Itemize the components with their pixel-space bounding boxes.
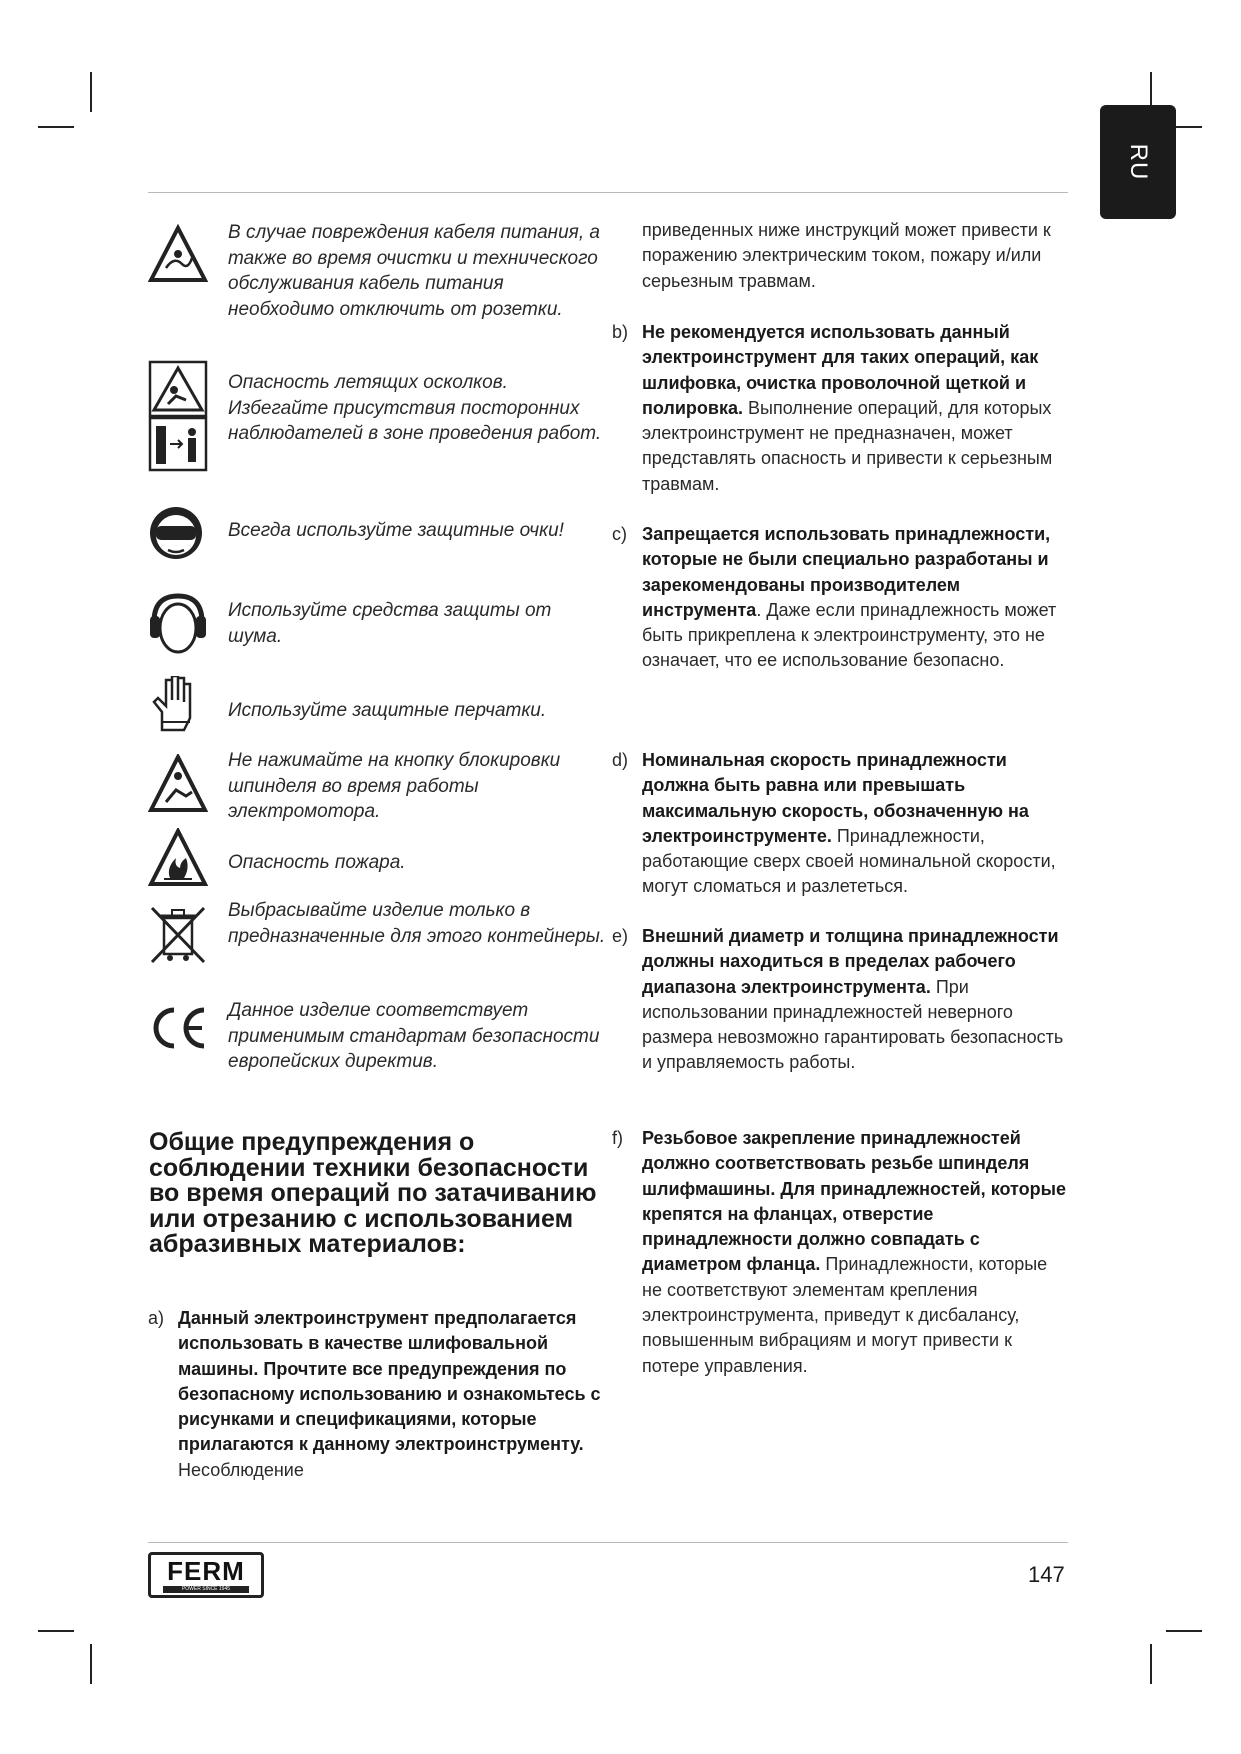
icon-description: Не нажимайте на кнопку блокировки шпинделя во время работы электромотора.	[228, 750, 561, 822]
logo-wordmark: FERM	[167, 1556, 245, 1586]
item-normal-text: Принадлежности, которые не соответствуют элементам крепления электроинструмента, приведут к дисбалансу, повышенным вибрациям и могут привести к потере управления.	[642, 1254, 1048, 1376]
item-bold-text: Данный электроинструмент предполагается использовать в качестве шлифовальной машины. Прочтите все предупреждения по безопасному использованию и ознакомьтесь с рисунками и спецификациями, которые прилагаются к данному электроинструменту.	[178, 1308, 601, 1455]
item-body	[642, 1126, 1072, 1379]
language-tab	[1100, 105, 1176, 219]
language-label: RU	[1125, 143, 1152, 181]
icon-row	[148, 998, 608, 1078]
item-normal-text: При использовании принадлежностей неверного размера невозможно гарантировать безопасность и управляемость работы.	[642, 976, 1064, 1073]
icon-row	[148, 828, 608, 890]
flying-debris-icon	[148, 360, 208, 472]
crop-mark	[1150, 1644, 1152, 1684]
safety-glasses-icon	[148, 504, 208, 562]
item-body	[642, 748, 1072, 900]
crop-mark	[90, 72, 92, 112]
icon-row	[148, 898, 608, 978]
icon-description: Опасность летящих осколков. Избегайте присутствия посторонних наблюдателей в зоне проведения работ.	[228, 372, 602, 444]
icon-row	[148, 592, 608, 658]
item-letter: a)	[148, 1308, 165, 1328]
fire-hazard-icon	[148, 828, 208, 888]
item-body	[642, 320, 1072, 497]
item-letter: b)	[612, 322, 629, 342]
header-rule	[148, 192, 1068, 193]
item-normal-text: Выполнение операций, для которых электроинструмент не предназначен, может представлять опасность и привести к серьезным травмам.	[642, 397, 1053, 494]
icon-description: В случае повреждения кабеля питания, а также во время очистки и технического обслуживания кабель питания необходимо отключить от розетки.	[228, 222, 600, 320]
crossed-bin-icon	[148, 904, 208, 966]
icon-row	[148, 504, 608, 564]
icon-row	[148, 748, 608, 828]
icon-description: Выбрасывайте изделие только в предназначенные для этого контейнеры.	[228, 900, 606, 947]
ferm-logo	[148, 1552, 264, 1598]
gloves-icon	[148, 676, 208, 734]
item-normal-text: Принадлежности, работающие сверх своей номинальной скорости, могут сломаться и разлететься.	[642, 825, 1056, 897]
item-bold-text: Запрещается использовать принадлежности, которые не были специально разработаны и зарекомендованы производителем инструмента	[642, 524, 1051, 620]
item-bold-text: Резьбовое закрепление принадлежностей должно соответствовать резьбе шпинделя шлифмашины. Для принадлежностей, которые крепятся на фланцах, отверстие принадлежности должно совпадать с диаметром фланца.	[642, 1128, 1066, 1275]
ce-mark-icon	[148, 1002, 208, 1054]
cable-warning-icon	[148, 224, 208, 286]
item-normal-text: Несоблюдение	[178, 1459, 304, 1480]
crop-mark	[90, 1644, 92, 1684]
crop-mark	[38, 126, 74, 128]
item-body	[642, 522, 1072, 674]
icon-description: Опасность пожара.	[228, 852, 406, 873]
item-normal-text: . Даже если принадлежность может быть прикреплена к электроинструменту, это не означает, что ее использование безопасно.	[642, 599, 1057, 671]
item-letter: c)	[612, 524, 627, 544]
item-letter: d)	[612, 750, 629, 770]
footer-rule	[148, 1542, 1068, 1543]
item-body	[642, 924, 1072, 1076]
spindle-lock-warning-icon	[148, 754, 208, 814]
page-number: 147	[1028, 1562, 1065, 1587]
section-heading: Общие предупреждения о соблюдении техники безопасности во время операций по затачиванию или отрезанию с использованием абразивных материалов:	[149, 1128, 597, 1258]
item-letter: f)	[612, 1128, 623, 1148]
icon-description: Данное изделие соответствует применимым стандартам безопасности европейских директив.	[228, 1000, 600, 1072]
item-bold-text: Номинальная скорость принадлежности должна быть равна или превышать максимальную скорость, обозначенную на электроинструменте.	[642, 750, 1029, 846]
continuation-body: приведенных ниже инструкций может привести к поражению электрическим током, пожару и/или серьезным травмам.	[642, 220, 1051, 291]
ear-protection-icon	[148, 592, 208, 656]
logo-tagline: POWER SINCE 1945	[163, 1586, 249, 1593]
icon-description: Используйте средства защиты от шума.	[228, 600, 552, 647]
crop-mark	[38, 1630, 74, 1632]
icon-row	[148, 676, 608, 736]
crop-mark	[1166, 1630, 1202, 1632]
icon-row	[148, 220, 608, 330]
item-bold-text: Не рекомендуется использовать данный электроинструмент для таких операций, как шлифовка, очистка проволочной щеткой и полировка.	[642, 322, 1039, 418]
icon-description: Используйте защитные перчатки.	[228, 700, 547, 721]
item-bold-text: Внешний диаметр и толщина принадлежности должны находиться в пределах рабочего диапазона электроинструмента.	[642, 926, 1059, 997]
item-body	[178, 1306, 608, 1483]
icon-row	[148, 360, 608, 480]
item-letter: e)	[612, 926, 629, 946]
icon-description: Всегда используйте защитные очки!	[228, 520, 564, 541]
